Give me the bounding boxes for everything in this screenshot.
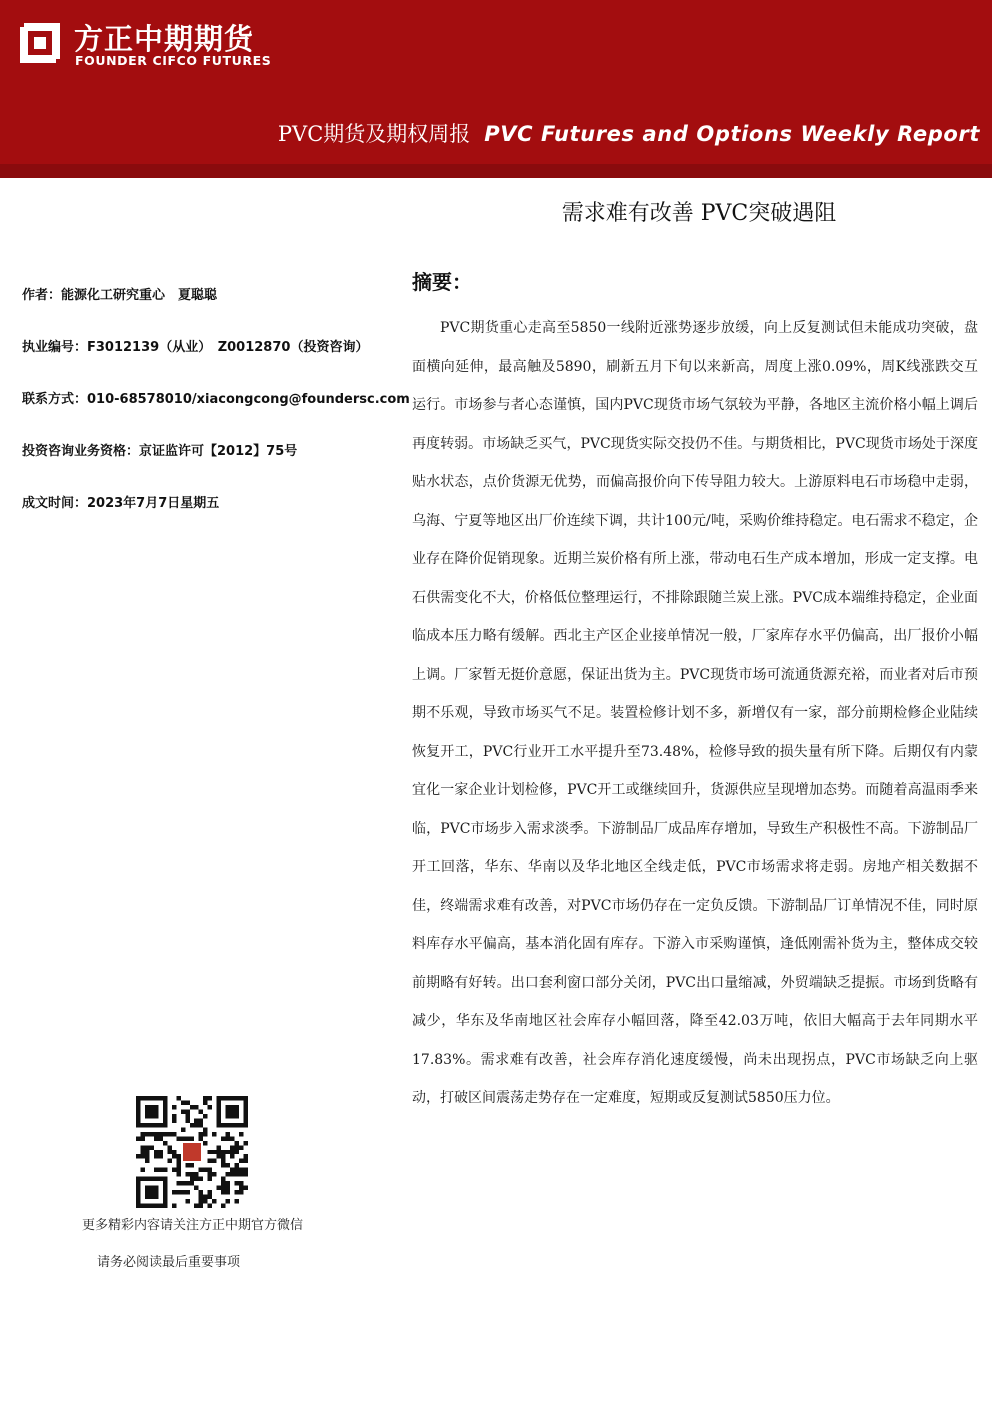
license-line: 执业编号：F3012139（从业） Z0012870（投资咨询） — [22, 340, 369, 355]
report-title-cn: PVC期货及期权周报 — [277, 122, 471, 146]
qr-code-icon — [136, 1096, 248, 1208]
article-headline: 需求难有改善 PVC突破遇阻 — [561, 201, 837, 226]
company-logo[interactable] — [14, 15, 284, 75]
qr-caption: 更多精彩内容请关注方正中期官方微信 — [82, 1218, 304, 1233]
qualification-line: 投资咨询业务资格：京证监许可【2012】75号 — [22, 444, 298, 459]
author-info — [22, 286, 410, 546]
logo-chinese-name: 方正中期期货 — [74, 22, 255, 56]
report-title — [278, 118, 980, 148]
date-line: 成文时间：2023年7月7日星期五 — [22, 496, 220, 511]
abstract-heading: 摘要： — [412, 270, 472, 294]
report-title-en: PVC Futures and Options Weekly Report — [484, 122, 980, 146]
contact-line[interactable]: 联系方式：010-68578010/xiacongcong@foundersc.com — [22, 392, 410, 407]
author-line: 作者：能源化工研究重心 夏聪聪 — [22, 288, 218, 303]
wechat-qr-code[interactable] — [136, 1096, 248, 1208]
founder-logo-icon — [14, 17, 66, 69]
logo-english-name: FOUNDER CIFCO FUTURES — [75, 53, 272, 68]
abstract-body: PVC期货重心走高至5850一线附近涨势逐步放缓，向上反复测试但未能成功突破，盘面横向延伸，最高触及5890，刷新五月下旬以来新高，周度上涨0.09%，周K线涨跌交互运行。市场参与者心态谨慎，国内PVC现货市场气氛较为平静，各地区主流价格小幅上调后再度转弱。市场缺乏买气，PVC现货实际交投仍不佳。与期货相比，PVC现货市场处于深度贴水状态，点价货源无优势，而偏高报价向下传导阻力较大。上游原料电石市场稳中走弱，乌海、宁夏等地区出厂价连续下调，共计100元/吨，采购价维持稳定。电石需求不稳定，企业存在降价促销现象。近期兰炭价格有所上涨，带动电石生产成本增加，形成一定支撑。电石供需变化不大，价格低位整理运行，不排除跟随兰炭上涨。PVC成本端维持稳定，企业面临成本压力略有缓解。西北主产区企业接单情况一般，厂家库存水平仍偏高，出厂报价小幅上调。厂家暂无挺价意愿，保证出货为主。PVC现货市场可流通货源充裕，而业者对后市预期不乐观，导致市场买气不足。装置检修计划不多，新增仅有一家，部分前期检修企业陆续恢复开工，PVC行业开工水平提升至73.48%，检修导致的损失量有所下降。后期仅有内蒙宜化一家企业计划检修，PVC开工或继续回升，货源供应呈现增加态势。而随着高温雨季来临，PVC市场步入需求淡季。下游制品厂成品库存增加，导致生产积极性不高。下游制品厂开工回落，华东、华南以及华北地区全线走低，PVC市场需求将走弱。房地产相关数据不佳，终端需求难有改善，对PVC市场仍存在一定负反馈。下游制品厂订单情况不佳，同时原料库存水平偏高，基本消化固有库存。下游入市采购谨慎，逢低刚需补货为主，整体成交较前期略有好转。出口套利窗口部分关闭，PVC出口量缩减，外贸端缺乏提振。市场到货略有减少，华东及华南地区社会库存小幅回落，降至42.03万吨，依旧大幅高于去年同期水平17.83%。需求难有改善，社会库存消化速度缓慢，尚未出现拐点，PVC市场缺乏向上驱动，打破区间震荡走势存在一定难度，短期或反复测试5850压力位。 — [412, 320, 978, 1106]
header-stripe — [0, 164, 992, 178]
important-notice: 请务必阅读最后重要事项 — [97, 1255, 241, 1270]
report-header — [0, 0, 992, 178]
